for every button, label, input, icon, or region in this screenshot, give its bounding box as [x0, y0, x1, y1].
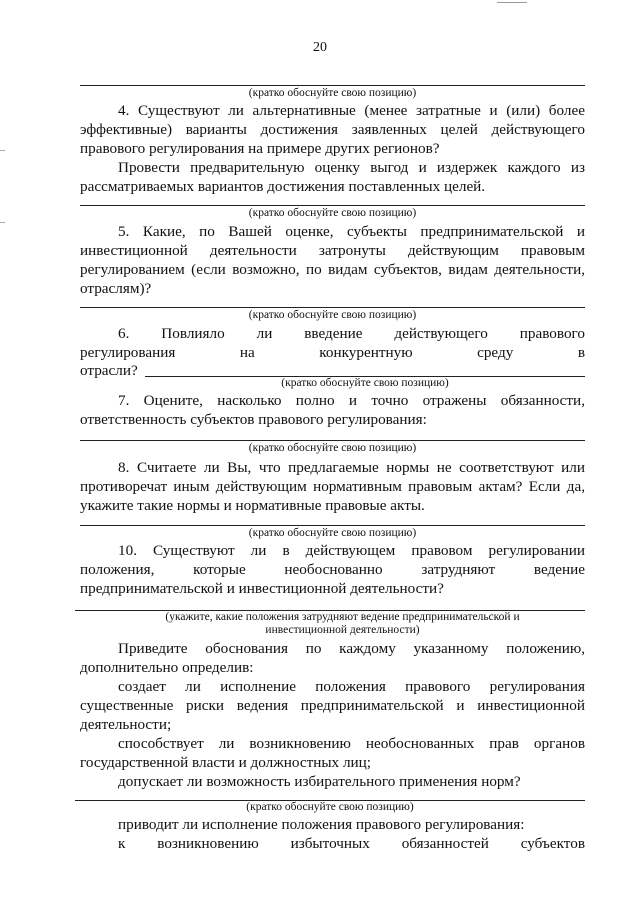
q6-line-3: отрасли? — [80, 362, 138, 379]
q7-line-2: ответственность субъектов правового регулирования: — [80, 411, 427, 428]
answer-line — [80, 525, 585, 526]
sub-line-1: Приведите обоснования по каждому указанному положению, — [118, 640, 585, 657]
answer-caption: (кратко обоснуйте свою позицию) — [248, 309, 417, 321]
sub-line-6: способствует ли возникновению необоснованных прав органов — [118, 735, 585, 752]
q5-line-2: инвестиционной деятельности затронуты действующим правовым — [80, 242, 585, 259]
sub-line-8: допускает ли возможность избирательного применения норм? — [118, 773, 521, 790]
scan-mark — [0, 222, 5, 223]
sub-line-5: деятельности; — [80, 716, 172, 733]
answer-line — [80, 307, 585, 308]
q5-line-4: отраслям)? — [80, 280, 152, 297]
answer-caption: (кратко обоснуйте свою позицию) — [248, 87, 417, 99]
q8-line-2: противоречат иным действующим нормативным правовым актам? Если да, — [80, 478, 585, 495]
answer-caption: (кратко обоснуйте свою позицию) — [246, 801, 414, 813]
top-mark — [497, 2, 527, 3]
q10-line-3: предпринимательской и инвестиционной деятельности? — [80, 580, 444, 597]
q4-line-3: правового регулирования на примере других регионов? — [80, 140, 440, 157]
sub-line-2: дополнительно определив: — [80, 659, 254, 676]
q4-line-2: эффективные) варианты достижения заявленных целей действующего — [80, 121, 585, 138]
answer-caption: (кратко обоснуйте свою позицию) — [248, 207, 417, 219]
q6-line-2: регулирования на конкурентную среду в — [80, 344, 585, 361]
q10-line-1: 10. Существуют ли в действующем правовом регулировании — [118, 542, 585, 559]
sub-line-7: государственной власти и должностных лиц; — [80, 754, 372, 771]
answer-line — [80, 205, 585, 206]
q7-line-1: 7. Оцените, насколько полно и точно отражены обязанности, — [118, 392, 585, 409]
q4-line-1: 4. Существуют ли альтернативные (менее затратные и (или) более — [118, 102, 585, 119]
provisions-caption-line-1: (укажите, какие положения затрудняют ведение предпринимательской и — [165, 611, 520, 623]
scan-mark — [0, 150, 5, 151]
q8-line-1: 8. Считаете ли Вы, что предлагаемые нормы не соответствуют или — [118, 459, 585, 476]
answer-line — [80, 440, 585, 441]
page-number: 20 — [313, 40, 327, 55]
sub-line-3: создает ли исполнение положения правового регулирования — [118, 678, 585, 695]
tail-line-1: приводит ли исполнение положения правового регулирования: — [118, 816, 525, 833]
q5-line-1: 5. Какие, по Вашей оценке, субъекты предпринимательской и — [118, 223, 585, 240]
provisions-caption-line-2: инвестиционной деятельности) — [265, 624, 420, 636]
q4-line-5: рассматриваемых вариантов достижения поставленных целей. — [80, 178, 486, 195]
sub-line-4: существенные риски ведения предпринимательской и инвестиционной — [80, 697, 585, 714]
answer-caption: (кратко обоснуйте свою позицию) — [248, 527, 417, 539]
answer-caption: (кратко обоснуйте свою позицию) — [248, 442, 417, 454]
tail-line-2: к возникновению избыточных обязанностей субъектов — [118, 835, 585, 852]
answer-caption: (кратко обоснуйте свою позицию) — [281, 377, 449, 389]
q4-line-4: Провести предварительную оценку выгод и издержек каждого из — [118, 159, 585, 176]
q6-line-1: 6. Повлияло ли введение действующего правового — [118, 325, 585, 342]
q10-line-2: положения, которые необоснованно затрудняют ведение — [80, 561, 585, 578]
q5-line-3: регулированием (если возможно, по видам субъектов, видам деятельности, — [80, 261, 585, 278]
q8-line-3: укажите такие нормы и нормативные правовые акты. — [80, 497, 425, 514]
answer-line — [80, 85, 585, 86]
